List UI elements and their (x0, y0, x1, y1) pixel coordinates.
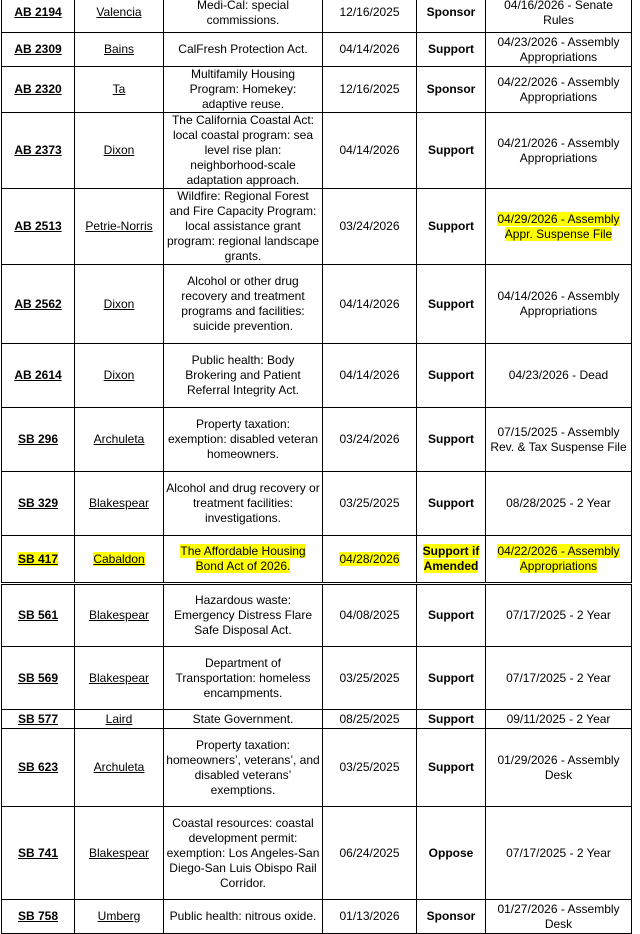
bill-status: 04/21/2026 - Assembly Appropriations (486, 113, 632, 189)
bill-number[interactable]: AB 2614 (14, 368, 62, 382)
bill-status: 01/27/2026 - Assembly Desk (486, 900, 632, 934)
position: Sponsor (417, 900, 486, 934)
table-row (2, 33, 632, 67)
bill-number-link[interactable] (2, 900, 75, 934)
author-link[interactable]: Dixon (103, 296, 135, 311)
bill-number-link[interactable] (2, 33, 75, 67)
bill-title: Property taxation: exemption: disabled veteran homeowners. (164, 408, 323, 472)
bill-number[interactable]: AB 2373 (14, 143, 62, 157)
author-cell[interactable] (75, 33, 164, 67)
position-date: 12/16/2025 (323, 0, 417, 33)
position-date: 01/13/2026 (323, 900, 417, 934)
highlighted-status: 04/29/2026 - Assembly Appr. Suspense File (497, 211, 620, 241)
author-cell[interactable] (75, 710, 164, 729)
bill-number[interactable]: AB 2562 (14, 296, 62, 311)
bill-number[interactable]: SB 741 (17, 845, 59, 860)
bill-title: Coastal resources: coastal development permit: exemption: Los Angeles-San Diego-San Luis Obispo Rail Corridor. (164, 807, 323, 900)
bill-number[interactable]: SB 623 (17, 760, 59, 774)
bill-status: 07/15/2025 - Assembly Rev. & Tax Suspense File (486, 408, 632, 472)
highlighted-date: 04/28/2026 (339, 551, 400, 566)
author-cell[interactable] (75, 647, 164, 710)
bill-number[interactable]: SB 758 (17, 909, 59, 923)
bill-status: 07/17/2025 - 2 Year (486, 647, 632, 710)
author-cell[interactable] (75, 584, 164, 647)
bill-number[interactable]: AB 2309 (14, 42, 62, 56)
bill-title: Medi-Cal: special commissions. (164, 0, 323, 33)
position-date: 04/14/2026 (323, 33, 417, 67)
position: Support (417, 344, 486, 408)
position-date: 04/08/2025 (323, 584, 417, 647)
author-cell[interactable] (75, 113, 164, 189)
bill-number-link[interactable] (2, 408, 75, 472)
position: Support (417, 189, 486, 265)
position-date: 12/16/2025 (323, 67, 417, 113)
author-cell[interactable] (75, 265, 164, 344)
author-link[interactable]: Blakespear (88, 496, 150, 510)
bill-number[interactable]: SB 329 (17, 496, 59, 510)
bill-title: Public health: nitrous oxide. (164, 900, 323, 934)
position-date: 06/24/2025 (323, 807, 417, 900)
table-row (2, 729, 632, 807)
bill-title: Public health: Body Brokering and Patient Referral Integrity Act. (164, 344, 323, 408)
position-date: 03/24/2026 (323, 189, 417, 265)
author-link[interactable]: Blakespear (88, 845, 150, 860)
position-date: 08/25/2025 (323, 710, 417, 729)
table-row-highlighted (2, 536, 632, 584)
position-date: 04/14/2026 (323, 344, 417, 408)
bill-number-link[interactable] (2, 472, 75, 536)
author-link[interactable]: Dixon (103, 143, 135, 157)
position: Support (417, 408, 486, 472)
table-row (2, 710, 632, 729)
bill-number[interactable]: AB 2194 (14, 5, 62, 19)
position: Oppose (417, 807, 486, 900)
bill-title: Hazardous waste: Emergency Distress Flare Safe Disposal Act. (164, 584, 323, 647)
author-link[interactable]: Archuleta (93, 432, 145, 446)
bill-number[interactable]: SB 569 (17, 670, 59, 685)
bill-status: 07/17/2025 - 2 Year (486, 584, 632, 647)
highlighted-title: The Affordable Housing Bond Act of 2026. (180, 544, 306, 573)
bill-title: Property taxation: homeowners’, veterans’, and disabled veterans’ exemptions. (164, 729, 323, 807)
bill-title: Department of Transportation: homeless encampments. (164, 647, 323, 710)
bill-number-link[interactable] (2, 189, 75, 265)
position: Support (417, 647, 486, 710)
bill-number[interactable]: SB 577 (17, 711, 59, 726)
author-link[interactable]: Bains (103, 42, 135, 56)
bill-number[interactable]: SB 417 (17, 551, 59, 566)
bill-number-link[interactable] (2, 344, 75, 408)
author-link[interactable]: Cabaldon (93, 551, 145, 566)
position: Support (417, 113, 486, 189)
bill-title: Wildfire: Regional Forest and Fire Capacity Program: local assistance grant program: regional landscape grants. (164, 189, 323, 265)
table-row (2, 189, 632, 265)
author-link[interactable]: Blakespear (88, 670, 150, 685)
bill-status: 01/29/2026 - Assembly Desk (486, 729, 632, 807)
highlighted-position: Support if Amended (422, 544, 480, 573)
bill-number[interactable]: SB 296 (17, 432, 59, 446)
author-link[interactable]: Umberg (97, 909, 141, 923)
bill-title: The California Coastal Act: local coastal program: sea level rise plan: neighborhood-scale adaptation approach. (164, 113, 323, 189)
table-row (2, 472, 632, 536)
bill-status: 09/11/2025 - 2 Year (486, 710, 632, 729)
bill-title (164, 536, 323, 584)
table-row (2, 67, 632, 113)
author-link[interactable]: Archuleta (93, 760, 145, 774)
bill-number[interactable]: SB 561 (17, 608, 59, 622)
position-date (323, 536, 417, 584)
bill-number[interactable]: AB 2513 (14, 219, 62, 233)
position-date: 04/14/2026 (323, 265, 417, 344)
author-link[interactable]: Valencia (96, 5, 142, 19)
highlighted-status: 04/22/2026 - Assembly Appropriations (497, 544, 620, 573)
table-row (2, 647, 632, 710)
author-link[interactable]: Blakespear (88, 608, 150, 622)
author-link[interactable]: Petrie-Norris (85, 219, 153, 233)
position-date: 03/25/2025 (323, 647, 417, 710)
bill-number-link[interactable] (2, 729, 75, 807)
bill-table (1, 0, 632, 934)
bill-status: 04/23/2026 - Dead (486, 344, 632, 408)
bill-number-link[interactable] (2, 536, 75, 584)
table-row (2, 408, 632, 472)
bill-title: CalFresh Protection Act. (164, 33, 323, 67)
table-row (2, 113, 632, 189)
position: Sponsor (417, 67, 486, 113)
position (417, 536, 486, 584)
position-date: 03/24/2026 (323, 408, 417, 472)
bill-status: 04/22/2026 - Assembly Appropriations (486, 67, 632, 113)
bill-title: Multifamily Housing Program: Homekey: adaptive reuse. (164, 67, 323, 113)
position: Sponsor (417, 0, 486, 33)
bill-status: 08/28/2025 - 2 Year (486, 472, 632, 536)
author-cell[interactable] (75, 729, 164, 807)
bill-number-link[interactable] (2, 0, 75, 33)
bill-status: 04/16/2026 - Senate Rules (486, 0, 632, 33)
author-cell[interactable] (75, 189, 164, 265)
bill-title: Alcohol or other drug recovery and treatment programs and facilities: suicide prevention. (164, 265, 323, 344)
position-date: 03/25/2025 (323, 729, 417, 807)
author-cell[interactable] (75, 807, 164, 900)
position: Support (417, 472, 486, 536)
bill-number-link[interactable] (2, 807, 75, 900)
position: Support (417, 710, 486, 729)
table-row (2, 344, 632, 408)
author-cell[interactable] (75, 344, 164, 408)
position-date: 03/25/2025 (323, 472, 417, 536)
bill-title: Alcohol and drug recovery or treatment facilities: investigations. (164, 472, 323, 536)
position: Support (417, 33, 486, 67)
author-cell[interactable] (75, 408, 164, 472)
bill-status: 07/17/2025 - 2 Year (486, 807, 632, 900)
table-row (2, 584, 632, 647)
author-link[interactable]: Laird (105, 711, 133, 726)
author-cell[interactable] (75, 900, 164, 934)
author-cell[interactable] (75, 536, 164, 584)
position-date: 04/14/2026 (323, 113, 417, 189)
author-cell[interactable] (75, 472, 164, 536)
bill-number-link[interactable] (2, 113, 75, 189)
bill-number-link[interactable] (2, 647, 75, 710)
author-cell[interactable] (75, 0, 164, 33)
position: Support (417, 729, 486, 807)
bill-number-link[interactable] (2, 67, 75, 113)
position: Support (417, 265, 486, 344)
bill-number[interactable]: AB 2320 (14, 82, 62, 96)
position: Support (417, 584, 486, 647)
bill-number-link[interactable] (2, 265, 75, 344)
bill-number-link[interactable] (2, 710, 75, 729)
bill-number-link[interactable] (2, 584, 75, 647)
table-row (2, 900, 632, 934)
author-link[interactable]: Dixon (103, 368, 135, 382)
table-row (2, 265, 632, 344)
table-row (2, 0, 632, 33)
bill-status (486, 536, 632, 584)
author-cell[interactable] (75, 67, 164, 113)
bill-status (486, 189, 632, 265)
table-row (2, 807, 632, 900)
author-link[interactable]: Ta (112, 82, 126, 96)
bill-status: 04/23/2026 - Assembly Appropriations (486, 33, 632, 67)
bill-title: State Government. (164, 710, 323, 729)
bill-status: 04/14/2026 - Assembly Appropriations (486, 265, 632, 344)
